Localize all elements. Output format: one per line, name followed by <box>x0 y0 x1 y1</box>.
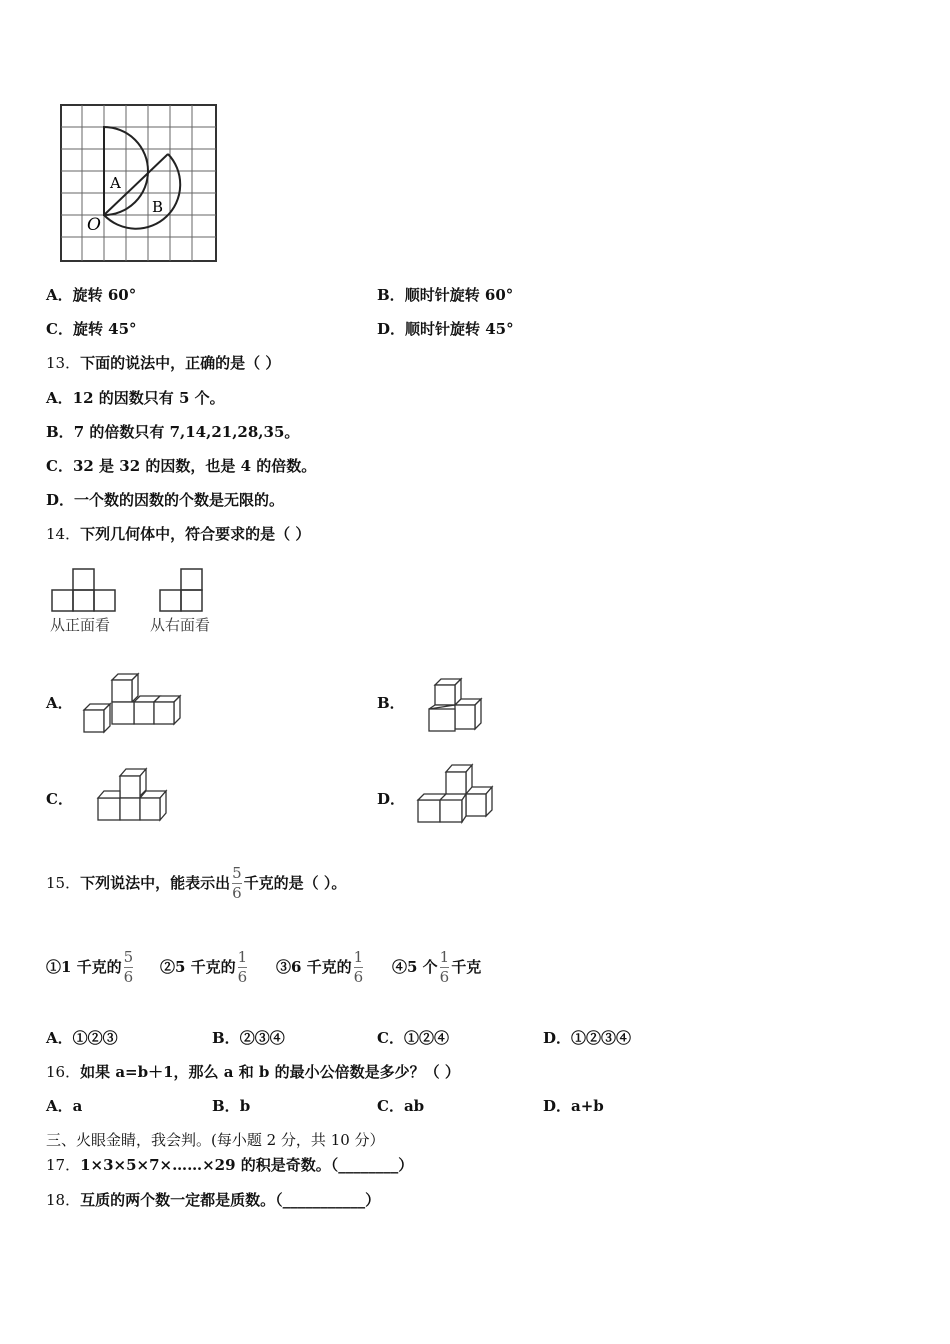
rotation-grid-figure <box>60 104 220 264</box>
option-a-solid-figure <box>82 672 186 734</box>
q16-option-a <box>46 1096 82 1116</box>
option-letter: A． <box>46 286 73 304</box>
option-letter: D． <box>543 1029 572 1047</box>
q13-stem <box>46 353 280 373</box>
option-text: ①②④ <box>403 1029 449 1047</box>
q12-option-d <box>377 319 514 339</box>
option-letter: A． <box>46 1029 73 1047</box>
option-letter: D． <box>377 320 406 338</box>
q12-option-a <box>46 285 136 305</box>
fraction-denominator: 6 <box>439 967 450 986</box>
item-text: ①1 千克的 <box>46 958 122 976</box>
right-view-figure <box>158 568 208 613</box>
q15-option-a <box>46 1028 118 1048</box>
fraction-numerator: 1 <box>439 947 450 966</box>
fraction-denominator: 6 <box>353 967 364 986</box>
label-b: B <box>152 198 164 216</box>
option-text: 顺时针旋转 60° <box>404 286 514 304</box>
fraction <box>354 949 364 986</box>
q14-option-b-label: B． <box>377 694 405 712</box>
option-letter: A． <box>46 389 73 407</box>
option-b-solid-figure <box>427 677 485 733</box>
option-text: 7 的倍数只有 7,14,21,28,35。 <box>73 423 300 441</box>
option-letter: C． <box>46 320 73 338</box>
right-view-label: 从右面看 <box>150 616 211 634</box>
question-number: 13． <box>46 354 81 372</box>
option-letter: D． <box>46 491 75 509</box>
question-text: 下列几何体中，符合要求的是（ ） <box>80 525 311 543</box>
option-text: 顺时针旋转 45° <box>405 320 514 338</box>
q14-option-a-label: A． <box>46 694 73 712</box>
fraction-numerator: 1 <box>353 947 364 966</box>
q15-option-d <box>543 1028 631 1048</box>
option-letter: B． <box>46 423 74 441</box>
option-text: ②③④ <box>239 1029 285 1047</box>
option-letter: B． <box>212 1097 240 1115</box>
item-text: ②5 千克的 <box>160 958 236 976</box>
fraction <box>124 949 134 986</box>
q16-option-b <box>212 1096 250 1116</box>
q14-option-d-label: D． <box>377 790 406 808</box>
option-letter: B． <box>377 286 405 304</box>
question-number: 17． <box>46 1156 81 1174</box>
q15-item-1 <box>46 942 135 992</box>
question-text: 1×3×5×7×……×29 的积是奇数。（________） <box>80 1156 414 1174</box>
front-view-figure <box>50 568 120 613</box>
q12-option-b <box>377 285 513 305</box>
label-o: O <box>87 215 101 235</box>
option-letter: C． <box>46 457 73 475</box>
item-text: ④5 个 <box>392 958 438 976</box>
fraction <box>238 949 248 986</box>
question-text: 下列说法中，能表示出 <box>80 874 231 892</box>
option-text: ①②③④ <box>571 1029 632 1047</box>
q13-option-d <box>46 490 284 510</box>
question-number: 16． <box>46 1063 81 1081</box>
q13-option-c <box>46 456 316 476</box>
option-c-solid-figure <box>96 766 172 822</box>
q18-stem <box>46 1190 380 1210</box>
section-3-title: 三、火眼金睛，我会判。(每小题 2 分，共 10 分） <box>46 1131 385 1149</box>
fraction-numerator: 5 <box>123 947 134 966</box>
option-text: 旋转 45° <box>72 320 137 338</box>
question-number: 18． <box>46 1191 81 1209</box>
question-text: 如果 a=b＋1，那么 a 和 b 的最小公倍数是多少？（ ） <box>80 1063 460 1081</box>
q16-option-d <box>543 1096 604 1116</box>
option-text: a+b <box>571 1097 604 1115</box>
fraction-denominator: 6 <box>123 967 134 986</box>
item-text: 千克 <box>451 958 482 976</box>
option-d-solid-figure <box>416 762 500 824</box>
q13-option-a <box>46 388 225 408</box>
question-number: 14． <box>46 525 81 543</box>
q13-option-b <box>46 422 299 442</box>
q17-stem <box>46 1155 413 1175</box>
option-letter: C． <box>377 1097 404 1115</box>
option-text: a <box>72 1097 83 1115</box>
q14-option-c-label: C． <box>46 790 73 808</box>
option-letter: A． <box>46 1097 73 1115</box>
q12-option-c <box>46 319 137 339</box>
option-text: 12 的因数只有 5 个。 <box>72 389 225 407</box>
q15-option-c <box>377 1028 449 1048</box>
question-number: 15． <box>46 874 81 892</box>
fraction-denominator: 6 <box>237 967 248 986</box>
label-a: A <box>110 174 121 192</box>
q15-item-2 <box>160 942 249 992</box>
fraction-denominator: 6 <box>232 883 242 902</box>
item-text: ③6 千克的 <box>276 958 352 976</box>
q14-stem <box>46 524 310 544</box>
option-text: b <box>239 1097 251 1115</box>
fraction <box>440 949 450 986</box>
option-text: 旋转 60° <box>72 286 137 304</box>
q16-option-c <box>377 1096 424 1116</box>
front-view-label: 从正面看 <box>50 616 111 634</box>
q15-item-3 <box>276 942 365 992</box>
q15-stem <box>46 858 346 908</box>
q15-item-4 <box>392 942 481 992</box>
option-text: ab <box>403 1097 425 1115</box>
q16-stem <box>46 1062 460 1082</box>
option-text: 32 是 32 的因数，也是 4 的倍数。 <box>72 457 317 475</box>
option-letter: C． <box>377 1029 404 1047</box>
question-text: 互质的两个数一定都是质数。（___________） <box>80 1191 381 1209</box>
fraction-numerator: 1 <box>237 947 248 966</box>
option-letter: D． <box>543 1097 572 1115</box>
option-text: 一个数的因数的个数是无限的。 <box>74 491 285 509</box>
fraction <box>232 865 242 902</box>
fraction-numerator: 5 <box>232 863 242 882</box>
question-text: 千克的是（ ）。 <box>243 874 347 892</box>
q15-option-b <box>212 1028 285 1048</box>
question-text: 下面的说法中，正确的是（ ） <box>80 354 281 372</box>
option-letter: B． <box>212 1029 240 1047</box>
option-text: ①②③ <box>72 1029 118 1047</box>
